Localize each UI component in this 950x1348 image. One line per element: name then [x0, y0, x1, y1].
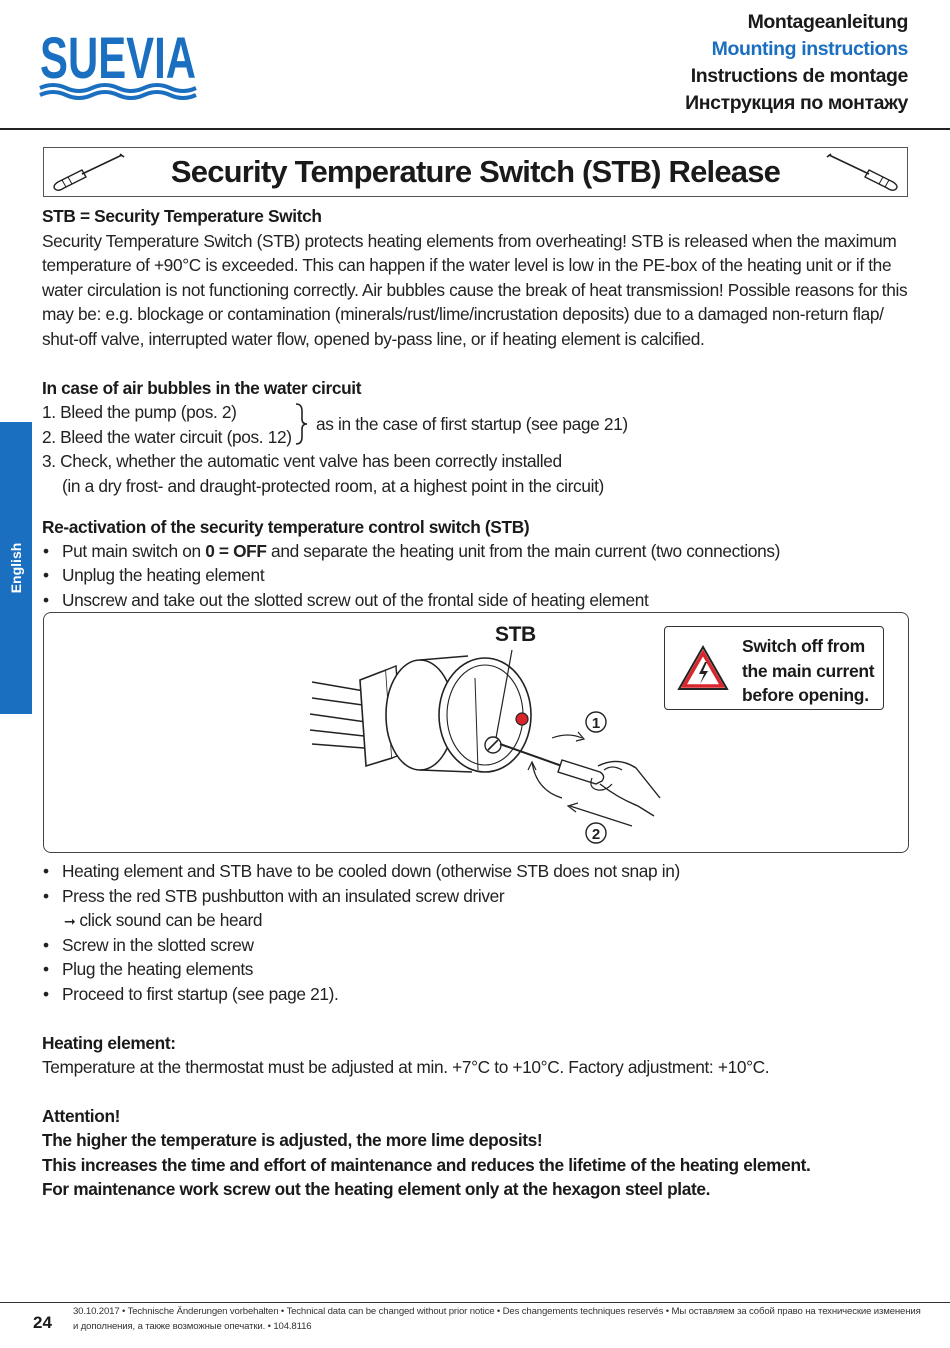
warning-line: Switch off from [742, 636, 865, 656]
logo-text: SUEVIA [40, 26, 196, 91]
electric-hazard-icon [677, 645, 729, 691]
header-title-en: Mounting instructions [711, 38, 908, 60]
heating-element-text: Temperature at the thermostat must be adjusted at min. +7°C to +10°C. Factory adjustment: +10°C. [42, 1057, 770, 1077]
list-item: • Press the red STB pushbutton with an insulated screw driver [43, 886, 505, 906]
air-bubbles-heading: In case of air bubbles in the water circuit [42, 378, 362, 398]
title-box [43, 147, 908, 197]
list-item-text: Plug the heating elements [62, 959, 254, 979]
air-bubbles-step: 1. Bleed the pump (pos. 2) [42, 402, 237, 422]
footer-notice: 30.10.2017 • Technische Änderungen vorbehalten • Technical data can be changed without prior notice • Des changements techniques reservés • Мы оставляем за собой право на технические изменения и дополнения, а также возможные опечатки. • 104.8116 [73, 1306, 921, 1332]
list-item: • Unplug the heating element [43, 565, 265, 585]
warning-box [664, 626, 884, 710]
attention-line: For maintenance work screw out the heating element only at the hexagon steel plate. [42, 1179, 711, 1199]
intro-line: water circulation is not functioning correctly. Air bubbles cause the break of heat transmission! Possible reasons for this [42, 280, 908, 300]
list-item-text: Proceed to first startup (see page 21). [62, 984, 339, 1004]
warning-text [742, 634, 874, 708]
off-label: 0 = OFF [205, 541, 267, 561]
list-item-text: click sound can be heard [79, 910, 263, 930]
step-2-label: 2 [591, 826, 601, 843]
list-item-text: Press the red STB pushbutton with an insulated screw driver [62, 886, 505, 906]
page-number: 24 [33, 1313, 52, 1332]
stb-illustration [300, 620, 680, 850]
stb-label: STB [495, 623, 536, 646]
list-item-text: Unplug the heating element [62, 565, 265, 585]
header-title-ru: Инструкция по монтажу [685, 92, 908, 114]
suevia-logo [40, 20, 200, 100]
air-bubbles-step: 3. Check, whether the automatic vent valve has been correctly installed [42, 451, 562, 471]
brace-icon [294, 403, 308, 445]
language-tab-label: English [8, 542, 24, 594]
attention-heading: Attention! [42, 1106, 121, 1126]
page-title: Security Temperature Switch (STB) Release [170, 154, 781, 189]
list-item-text: Screw in the slotted screw [62, 935, 254, 955]
intro-heading: STB = Security Temperature Switch [42, 206, 322, 226]
screwdriver-icon [823, 152, 903, 194]
stb-button [516, 713, 528, 725]
intro-line: may be: e.g. blockage or contamination (minerals/rust/lime/incrustation deposits) due to a damaged non-return flap/ [42, 304, 884, 324]
list-item-text: Unscrew and take out the slotted screw out of the frontal side of heating element [62, 590, 649, 610]
list-item: • Plug the heating elements [43, 959, 254, 979]
brace-note: as in the case of first startup (see page 21) [316, 414, 628, 434]
heating-element-heading: Heating element: [42, 1033, 176, 1053]
header-title-fr: Instructions de montage [690, 65, 908, 87]
reactivation-heading: Re-activation of the security temperature control switch (STB) [42, 517, 530, 537]
attention-line: This increases the time and effort of maintenance and reduces the lifetime of the heating element. [42, 1155, 811, 1175]
header-title-de: Montageanleitung [747, 11, 908, 33]
list-item: • Put main switch on 0 = OFF and separate the heating unit from the main current (two connections) [43, 541, 781, 561]
attention-line: The higher the temperature is adjusted, the more lime deposits! [42, 1130, 543, 1150]
intro-line: shut-off valve, interrupted water flow, opened by-pass line, or if heating element is calcified. [42, 329, 705, 349]
list-item-text: Put main switch on [62, 541, 206, 561]
list-item-text: Heating element and STB have to be cooled down (otherwise STB does not snap in) [62, 861, 680, 881]
footer-divider [0, 1302, 950, 1303]
list-item-text: and separate the heating unit from the main current (two connections) [266, 541, 781, 561]
intro-line: Security Temperature Switch (STB) protects heating elements from overheating! STB is released when the maximum [42, 231, 897, 251]
list-sub-item [64, 908, 262, 934]
arrow-right-icon: ➞ [64, 913, 76, 929]
list-item: • Heating element and STB have to be cooled down (otherwise STB does not snap in) [43, 861, 680, 881]
intro-line: temperature of +90°C is exceeded. This can happen if the water level is low in the PE-box of the heating unit or if the [42, 255, 892, 275]
list-item: • Screw in the slotted screw [43, 935, 254, 955]
list-item: • Unscrew and take out the slotted screw out of the frontal side of heating element [43, 590, 649, 610]
step-1-label: 1 [591, 715, 601, 732]
air-bubbles-step: 2. Bleed the water circuit (pos. 12) [42, 427, 292, 447]
warning-line: before opening. [742, 685, 869, 705]
header-divider [0, 128, 950, 130]
language-tab [0, 422, 32, 714]
warning-line: the main current [742, 660, 875, 681]
list-item: • Proceed to first startup (see page 21). [43, 984, 339, 1004]
air-bubbles-step-note: (in a dry frost- and draught-protected room, at a highest point in the circuit) [62, 476, 604, 496]
